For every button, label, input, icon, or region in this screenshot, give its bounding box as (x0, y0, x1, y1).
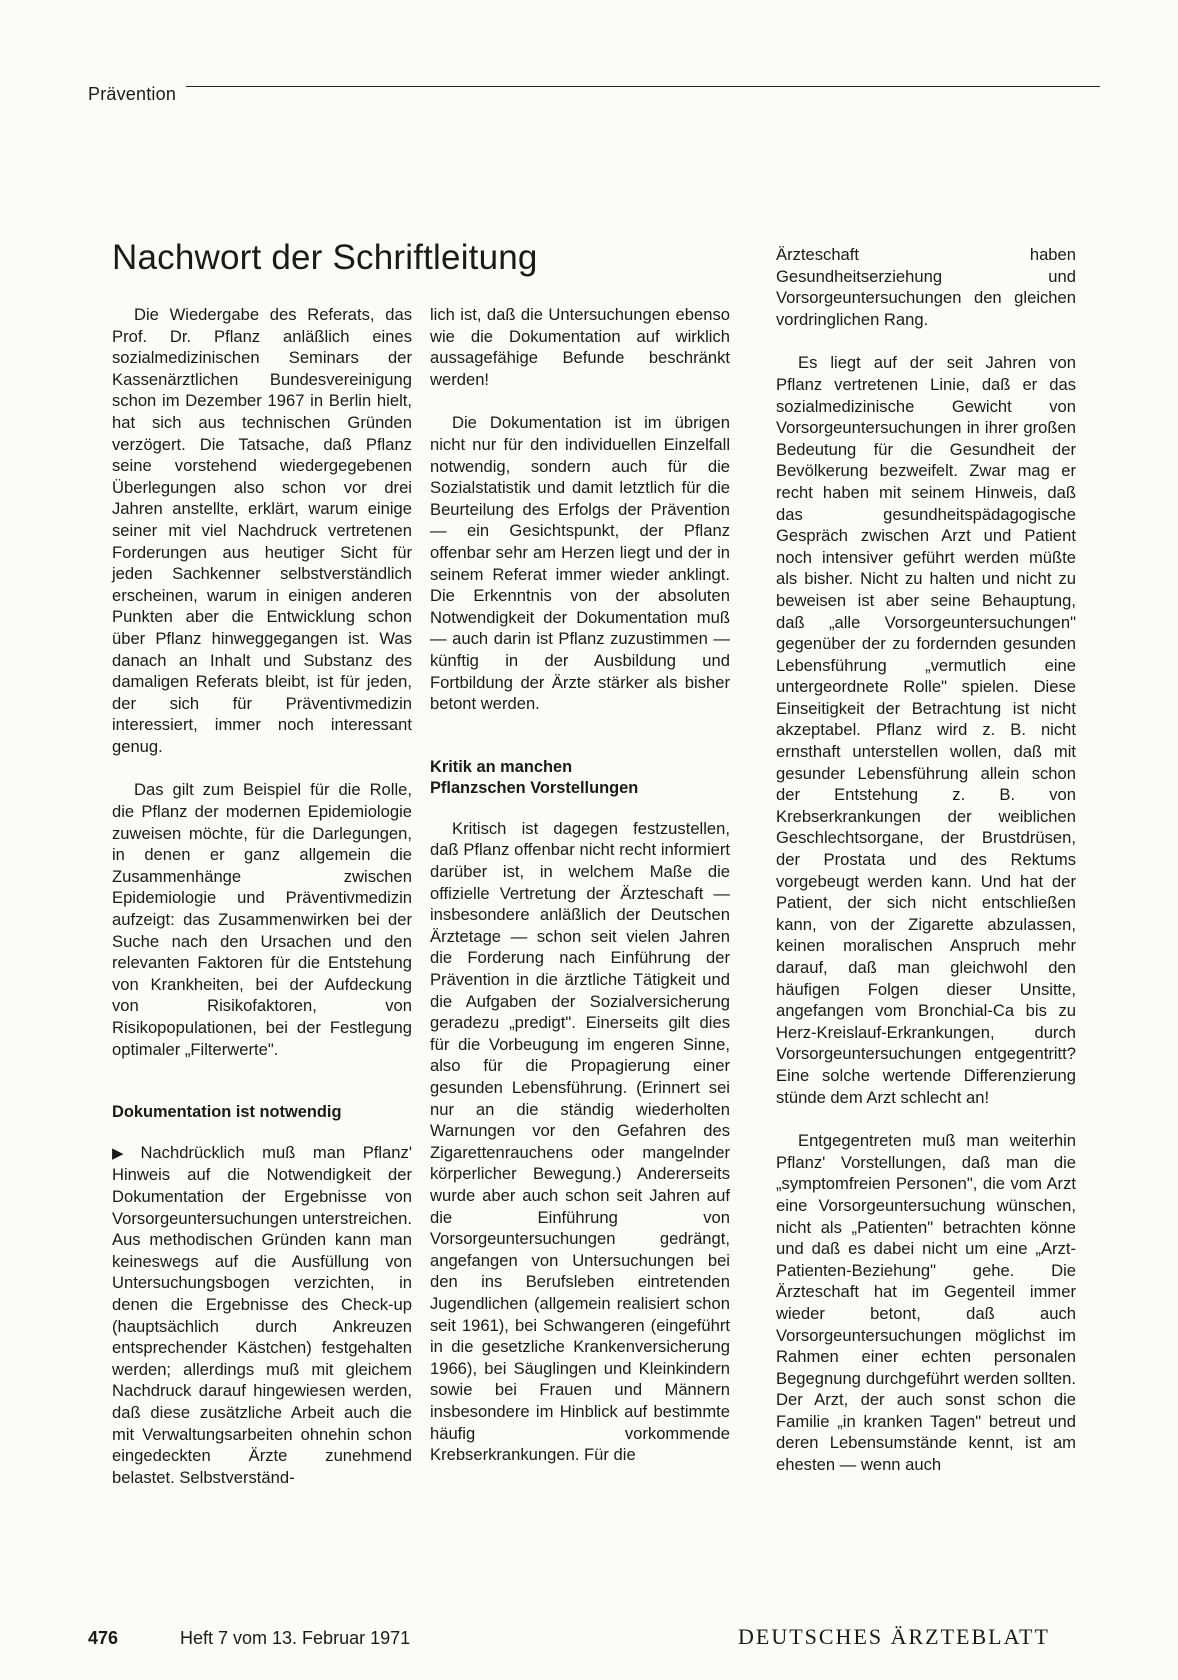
column-2 (430, 304, 730, 1466)
subheading-kritik (430, 757, 730, 800)
section-label: Prävention (88, 84, 177, 104)
paragraph: Das gilt zum Beispiel für die Rolle, die Pflanz der modernen Epidemiologie zuweisen möchte, für die Darlegungen, in denen er ganz allgemein die Zusammenhänge zwischen Epidemiologie und Präventivmedizin aufzeigt: das Zusammenwirken bei der Suche nach den Ursachen und den relevanten Faktoren für die Entstehung von Krankheiten, bei der Aufdeckung von Risikofaktoren, von Risikopopulationen, bei der Festlegung optimaler „Filterwerte". (112, 780, 412, 1059)
paragraph (112, 1142, 412, 1489)
page-number: 476 (88, 1628, 119, 1648)
paragraph: Entgegentreten muß man weiterhin Pflanz' Vorstellungen, daß man die „symptomfreien Personen", die vom Arzt eine Vorsorgeuntersuchung wünschen, nicht als „Patienten" betrachten könne und daß es dabei nicht um eine „Arzt-Patienten-Beziehung" gehe. Die Ärzteschaft hat im Gegenteil immer wieder betont, daß auch Vorsorgeuntersuchungen möglichst im Rahmen einer echten personalen Begegnung durchgeführt werden sollten. Der Arzt, der auch sonst schon die Familie „in kranken Tagen" betreut und deren Lebensumstände kennt, ist am ehesten — wenn auch (776, 1131, 1076, 1475)
masthead: DEUTSCHES ÄRZTEBLATT (738, 1624, 1050, 1649)
paragraph: Es liegt auf der seit Jahren von Pflanz vertretenen Linie, daß er das sozialmedizinische Gewicht von Vorsorgeuntersuchungen in ihrer großen Bedeutung für die Gesundheit der Bevölkerung bezweifelt. Zwar mag er recht haben mit seinem Hinweis, daß das gesundheitspädagogische Gespräch zwischen Arzt und Patient noch intensiver geführt werden müßte als bisher. Nicht zu halten und nicht zu beweisen ist aber seine Behauptung, daß „alle Vorsorgeuntersuchungen" gegenüber der zu fordernden gesunden Lebensführung „vermutlich eine untergeordnete Rolle" spielen. Diese Einseitigkeit der Betrachtung ist nicht akzeptabel. Pflanz wird z. B. nicht ernsthaft unterstellen wollen, daß mit gesunder Lebensführung allein schon der Entstehung z. B. von Krebserkrankungen der weiblichen Geschlechtsorgane, der Brustdrüsen, der Prostata und des Rektums vorgebeugt werden kann. Und hat der Patient, der sich nicht entschließen kann, von der Zigarette abzulassen, keinen moralischen Anspruch mehr darauf, daß man gleichwohl den häufigen Folgen dieser Unsitte, angefangen vom Bronchial-Ca bis zu Herz-Kreislauf-Erkrankungen, durch Vorsorgeuntersuchungen entgegentritt? Eine solche wertende Differenzierung stünde dem Arzt schlecht an! (776, 353, 1076, 1107)
article-title: Nachwort der Schriftleitung (112, 238, 538, 277)
paragraph: lich ist, daß die Untersuchungen ebenso wie die Dokumentation auf wirklich aussagefähige Befunde beschränkt werden! (430, 305, 730, 389)
paragraph-text: Nachdrücklich muß man Pflanz' Hinweis auf die Notwendigkeit der Dokumentation der Ergebnisse von Vorsorgeuntersuchungen unterstreichen. Aus methodischen Gründen kann man keineswegs auf die Ausfüllung von Untersuchungsbogen verzichten, in denen die Ergebnisse des Check-up (hauptsächlich durch Ankreuzen entsprechender Kästchen) festgehalten werden; allerdings muß mit gleichem Nachdruck darauf hingewiesen werden, daß diese zusätzliche Arbeit auch die mit Verwaltungsarbeiten ohnehin schon eingedeckten Ärzte zunehmend belastet. Selbstverständ- (112, 1142, 412, 1487)
subheading-line: Kritik an manchen (430, 757, 573, 776)
paragraph: Die Wiedergabe des Referats, das Prof. Dr. Pflanz anläßlich eines sozialmedizinischen Seminars der Kassenärztlichen Bundesvereinigung schon im Dezember 1967 in Berlin hielt, hat sich aus technischen Gründen verzögert. Die Tatsache, daß Pflanz seine vorstehend wiedergegebenen Überlegungen also schon vor drei Jahren anstellte, erklärt, warum einige seiner mit viel Nachdruck vertretenen Forderungen aus heutiger Sicht für jeden Sachkenner selbstverständlich erscheinen, warum in einigen anderen Punkten aber die Entwicklung schon über Pflanz hinweggegangen ist. Was danach an Inhalt und Substanz des damaligen Referats bleibt, ist für jeden, der sich für Präventivmedizin interessiert, immer noch interessant genug. (112, 305, 412, 756)
paragraph: Ärzteschaft haben Gesundheitserziehung und Vorsorgeuntersuchungen den gleichen vordringlichen Rang. (776, 245, 1076, 329)
triangle-arrow-icon: ▶ (112, 1144, 137, 1162)
paragraph: Die Dokumentation ist im übrigen nicht nur für den individuellen Einzelfall notwendig, sondern auch für die Sozialstatistik und damit letztlich für die Beurteilung des Erfolgs der Prävention — ein Gesichtspunkt, der Pflanz offenbar sehr am Herzen liegt und der in seinem Referat immer wieder anklingt. Die Erkenntnis von der absoluten Notwendigkeit der Dokumentation muß — auch darin ist Pflanz zuzustimmen — künftig in der Ausbildung und Fortbildung der Ärzte stärker als bisher betont werden. (430, 413, 730, 714)
subheading-line: Pflanzschen Vorstellungen (430, 779, 639, 798)
column-1 (112, 304, 412, 1488)
paragraph: Kritisch ist dagegen festzustellen, daß Pflanz offenbar nicht recht informiert darüber ist, in welchem Maße die offizielle Vertretung der Ärzteschaft — insbesondere anläßlich der Deutschen Ärztetage — schon seit vielen Jahren die Forderung nach Einführung der Prävention in die ärztliche Tätigkeit und die Aufgaben der Sozialversicherung geradezu „predigt". Einerseits gilt dies für die Vorbeugung im engeren Sinne, also für die Propagierung einer gesunden Lebensführung. (Erinnert sei nur an die ständig wiederholten Warnungen vor den Gefahren des Zigarettenrauchens oder mangelnder körperlicher Bewegung.) Andererseits wurde aber auch schon seit Jahren auf die Einführung von Vorsorgeuntersuchungen gedrängt, angefangen von Untersuchungen bei den ins Berufsleben eintretenden Jugendlichen (allgemein realisiert schon seit 1961), bei Schwangeren (eingeführt in die gesetzliche Krankenversicherung 1966), bei Säuglingen und Kleinkindern sowie bei Frauen und Männern insbesondere im Hinblick auf bestimmte häufig vorkommende Krebserkrankungen. Für die (430, 818, 730, 1465)
issue-info: Heft 7 vom 13. Februar 1971 (180, 1628, 411, 1648)
column-3 (776, 244, 1076, 1476)
header-rule (186, 86, 1100, 87)
subheading-dokumentation: Dokumentation ist notwendig (112, 1103, 342, 1122)
